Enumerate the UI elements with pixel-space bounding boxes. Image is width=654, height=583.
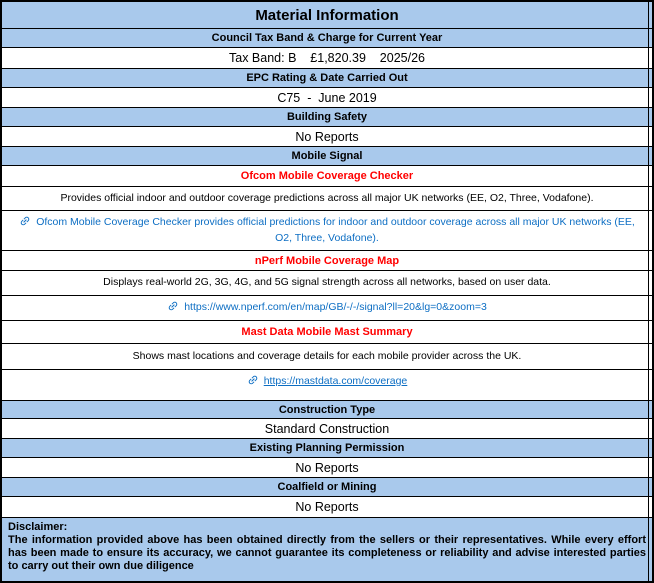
nperf-link-text[interactable]: https://www.nperf.com/en/map/GB/-/-/signal?ll=20&lg=0&zoom=3 <box>184 301 487 314</box>
mastdata-title-row <box>2 321 652 344</box>
link-icon <box>167 300 179 312</box>
coalfield-header-label: Coalfield or Mining <box>277 481 377 493</box>
section-header-construction <box>2 401 652 419</box>
council-tax-header-label: Council Tax Band & Charge for Current Year <box>211 32 443 44</box>
building-safety-header-label: Building Safety <box>286 111 368 123</box>
disclaimer-text: The information provided above has been obtained directly from the sellers or their representatives. While every effort has been made to ensure its accuracy, we cannot guarantee its completeness or reliability and advise interested parties to carry out their own due diligence <box>8 533 646 572</box>
section-header-mobile-signal <box>2 147 652 166</box>
link-icon <box>247 374 259 386</box>
council-tax-value-row <box>2 48 652 69</box>
table-right-border <box>648 2 649 581</box>
construction-value-row <box>2 419 652 439</box>
ofcom-description-row <box>2 187 652 211</box>
nperf-description-row <box>2 271 652 296</box>
mastdata-link-row <box>2 370 652 401</box>
nperf-link-row <box>2 296 652 321</box>
ofcom-link-text[interactable]: Ofcom Mobile Coverage Checker provides official predictions for indoor and outdoor coverage across all major UK networks (EE, O2, Three, Vodafone). <box>36 215 635 244</box>
building-safety-value: No Reports <box>295 129 359 144</box>
nperf-title-row <box>2 251 652 271</box>
section-header-council-tax <box>2 29 652 48</box>
mobile-signal-header-label: Mobile Signal <box>291 150 363 162</box>
epc-value: C75 - June 2019 <box>277 90 377 105</box>
epc-value-row <box>2 88 652 108</box>
link-icon <box>19 215 31 227</box>
disclaimer-label: Disclaimer: <box>8 521 68 533</box>
ofcom-title-row <box>2 166 652 187</box>
coalfield-value-row <box>2 497 652 518</box>
construction-value: Standard Construction <box>264 421 390 436</box>
nperf-title: nPerf Mobile Coverage Map <box>254 254 400 267</box>
disclaimer-section <box>2 518 652 581</box>
building-safety-value-row <box>2 127 652 147</box>
mastdata-link-text[interactable]: https://mastdata.com/coverage <box>263 375 408 387</box>
mastdata-title: Mast Data Mobile Mast Summary <box>241 326 413 338</box>
ofcom-link-row <box>2 211 652 251</box>
section-header-building-safety <box>2 108 652 127</box>
ofcom-description: Provides official indoor and outdoor coverage predictions across all major UK networks (EE, O2, Three, Vodafone). <box>60 191 594 204</box>
mastdata-description-row <box>2 344 652 370</box>
section-header-planning <box>2 439 652 458</box>
nperf-link[interactable] <box>167 300 487 316</box>
mastdata-description: Shows mast locations and coverage details for each mobile provider across the UK. <box>132 349 522 362</box>
mastdata-link[interactable] <box>247 374 408 390</box>
section-header-coalfield <box>2 478 652 497</box>
coalfield-value: No Reports <box>295 500 359 514</box>
ofcom-link[interactable] <box>10 215 644 247</box>
document-title-row <box>2 2 652 29</box>
nperf-description: Displays real-world 2G, 3G, 4G, and 5G signal strength across all networks, based on user data. <box>103 276 551 289</box>
planning-value: No Reports <box>295 460 359 475</box>
construction-header-label: Construction Type <box>278 403 376 416</box>
epc-header-label: EPC Rating & Date Carried Out <box>246 72 408 84</box>
council-tax-value: Tax Band: B £1,820.39 2025/26 <box>229 51 425 65</box>
section-header-epc <box>2 69 652 88</box>
planning-value-row <box>2 458 652 478</box>
planning-header-label: Existing Planning Permission <box>249 442 405 454</box>
page-title: Material Information <box>255 6 399 24</box>
ofcom-title: Ofcom Mobile Coverage Checker <box>240 170 414 182</box>
